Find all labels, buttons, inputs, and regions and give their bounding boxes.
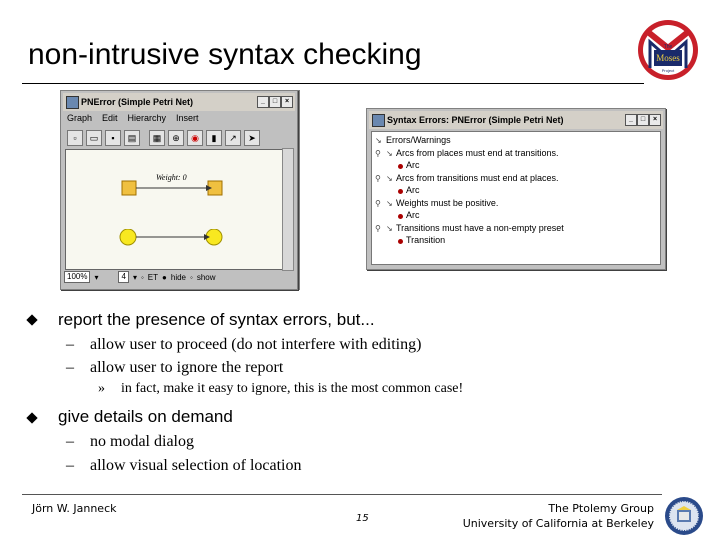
add-icon[interactable]: ▦: [149, 130, 165, 146]
menu-insert[interactable]: Insert: [176, 113, 199, 123]
expand-icon[interactable]: ↘: [386, 149, 393, 158]
expand-icon[interactable]: ↘: [386, 174, 393, 183]
error-tree[interactable]: [371, 131, 661, 265]
logo-text-2: Moses: [656, 53, 680, 63]
sub-dash: –: [66, 457, 74, 474]
error-message[interactable]: Weights must be positive.: [396, 198, 499, 208]
minimize-icon[interactable]: _: [257, 96, 269, 108]
errors-title: Syntax Errors: PNError (Simple Petri Net): [387, 115, 564, 125]
tree-root-label[interactable]: Errors/Warnings: [386, 135, 451, 145]
menu-edit[interactable]: Edit: [102, 113, 118, 123]
close-icon[interactable]: ×: [281, 96, 293, 108]
university-seal-icon: [664, 496, 704, 536]
tree-root-icon: ↘: [375, 136, 382, 145]
logo-text-3: Project: [661, 68, 675, 73]
pin-icon[interactable]: ⚲: [375, 199, 381, 208]
pointer-icon[interactable]: ➤: [244, 130, 260, 146]
close-icon[interactable]: ×: [649, 114, 661, 126]
radio-et-label: ET: [147, 272, 159, 282]
radio-show-icon[interactable]: ◦: [190, 272, 193, 282]
arc-tool-icon[interactable]: ↗: [225, 130, 241, 146]
error-child[interactable]: Transition: [406, 235, 446, 245]
graph-canvas[interactable]: [65, 149, 283, 231]
sub-bullet-2-1: no modal dialog: [90, 433, 194, 450]
expand-icon[interactable]: ↘: [386, 224, 393, 233]
open-icon[interactable]: ▭: [86, 130, 102, 146]
zoom-icon[interactable]: ⊕: [168, 130, 184, 146]
bullet-diamond-icon: [26, 412, 37, 423]
petri-net-places: [66, 229, 282, 269]
expand-icon[interactable]: ↘: [386, 199, 393, 208]
print-icon[interactable]: ▤: [124, 130, 140, 146]
maximize-icon[interactable]: □: [269, 96, 281, 108]
page-dropdown-icon[interactable]: ▾: [132, 272, 137, 282]
bullet-2: give details on demand: [58, 407, 233, 426]
moses-logo-icon: [636, 18, 700, 82]
zoom-dropdown-icon[interactable]: ▾: [94, 272, 99, 282]
new-icon[interactable]: ▫: [67, 130, 83, 146]
moses-logo: [636, 18, 700, 82]
arc-node-icon: [398, 189, 403, 194]
zoom-field[interactable]: 100%: [64, 271, 90, 283]
sub-sub-marker: »: [98, 381, 105, 396]
graph-vscroll-lower[interactable]: [282, 148, 294, 271]
arc-weight-label: Weight: 0: [156, 173, 187, 182]
footer-divider: [22, 494, 662, 495]
sub-dash: –: [66, 433, 74, 450]
maximize-icon[interactable]: □: [637, 114, 649, 126]
editor-statusbar: [64, 270, 294, 284]
bullet-diamond-icon: [26, 314, 37, 325]
sub-bullet-1-2: allow user to ignore the report: [90, 359, 284, 376]
university-seal: [664, 496, 704, 536]
errors-titlebar[interactable]: [369, 111, 663, 129]
arc-node-icon: [398, 214, 403, 219]
editor-menubar: [63, 113, 295, 127]
editor-titlebar[interactable]: [63, 93, 295, 111]
radio-hide-icon[interactable]: ●: [162, 272, 167, 282]
editor-toolbar: [63, 128, 295, 148]
sub-bullet-2-2: allow visual selection of location: [90, 457, 302, 474]
title-divider: [22, 83, 644, 84]
transition-tool-icon[interactable]: ▮: [206, 130, 222, 146]
page-field[interactable]: 4: [118, 271, 128, 283]
menu-graph[interactable]: Graph: [67, 113, 93, 123]
place-left[interactable]: [120, 229, 136, 245]
error-child[interactable]: Arc: [406, 160, 420, 170]
window-icon: [372, 114, 385, 127]
sub-sub-bullet-1-2-1: in fact, make it easy to ignore, this is the most common case!: [121, 381, 464, 396]
footer-author: Jörn W. Janneck: [32, 502, 117, 515]
slide-title: non-intrusive syntax checking: [28, 38, 422, 71]
save-icon[interactable]: ▪: [105, 130, 121, 146]
error-message[interactable]: Arcs from transitions must end at places.: [396, 173, 559, 183]
graph-canvas-lower[interactable]: [65, 229, 283, 270]
editor-title: PNError (Simple Petri Net): [81, 97, 194, 107]
footer-org-1: The Ptolemy Group: [548, 502, 654, 515]
pin-icon[interactable]: ⚲: [375, 224, 381, 233]
transition-left[interactable]: [122, 181, 136, 195]
minimize-icon[interactable]: _: [625, 114, 637, 126]
error-child[interactable]: Arc: [406, 185, 420, 195]
window-icon: [66, 96, 79, 109]
error-child[interactable]: Arc: [406, 210, 420, 220]
bullet-1: report the presence of syntax errors, but...: [58, 310, 375, 329]
error-message[interactable]: Transitions must have a non-empty preset: [396, 223, 564, 233]
footer-org-2: University of California at Berkeley: [462, 517, 654, 530]
error-message[interactable]: Arcs from places must end at transitions.: [396, 148, 559, 158]
page-number: 15: [356, 513, 369, 524]
menu-hierarchy[interactable]: Hierarchy: [127, 113, 167, 123]
radio-et-icon[interactable]: ◦: [140, 272, 144, 282]
transition-node-icon: [398, 239, 403, 244]
sub-bullet-1-1: allow user to proceed (do not interfere with editing): [90, 336, 422, 353]
syntax-errors-window[interactable]: [366, 108, 666, 270]
sub-dash: –: [66, 336, 74, 353]
radio-hide-label: hide: [170, 272, 186, 282]
pin-icon[interactable]: ⚲: [375, 174, 381, 183]
radio-show-label: show: [196, 272, 216, 282]
arc-node-icon: [398, 164, 403, 169]
place-tool-icon[interactable]: ◉: [187, 130, 203, 146]
logo-text-1: The: [663, 44, 673, 50]
sub-dash: –: [66, 359, 74, 376]
petri-net-graph: [66, 150, 282, 230]
pin-icon[interactable]: ⚲: [375, 149, 381, 158]
